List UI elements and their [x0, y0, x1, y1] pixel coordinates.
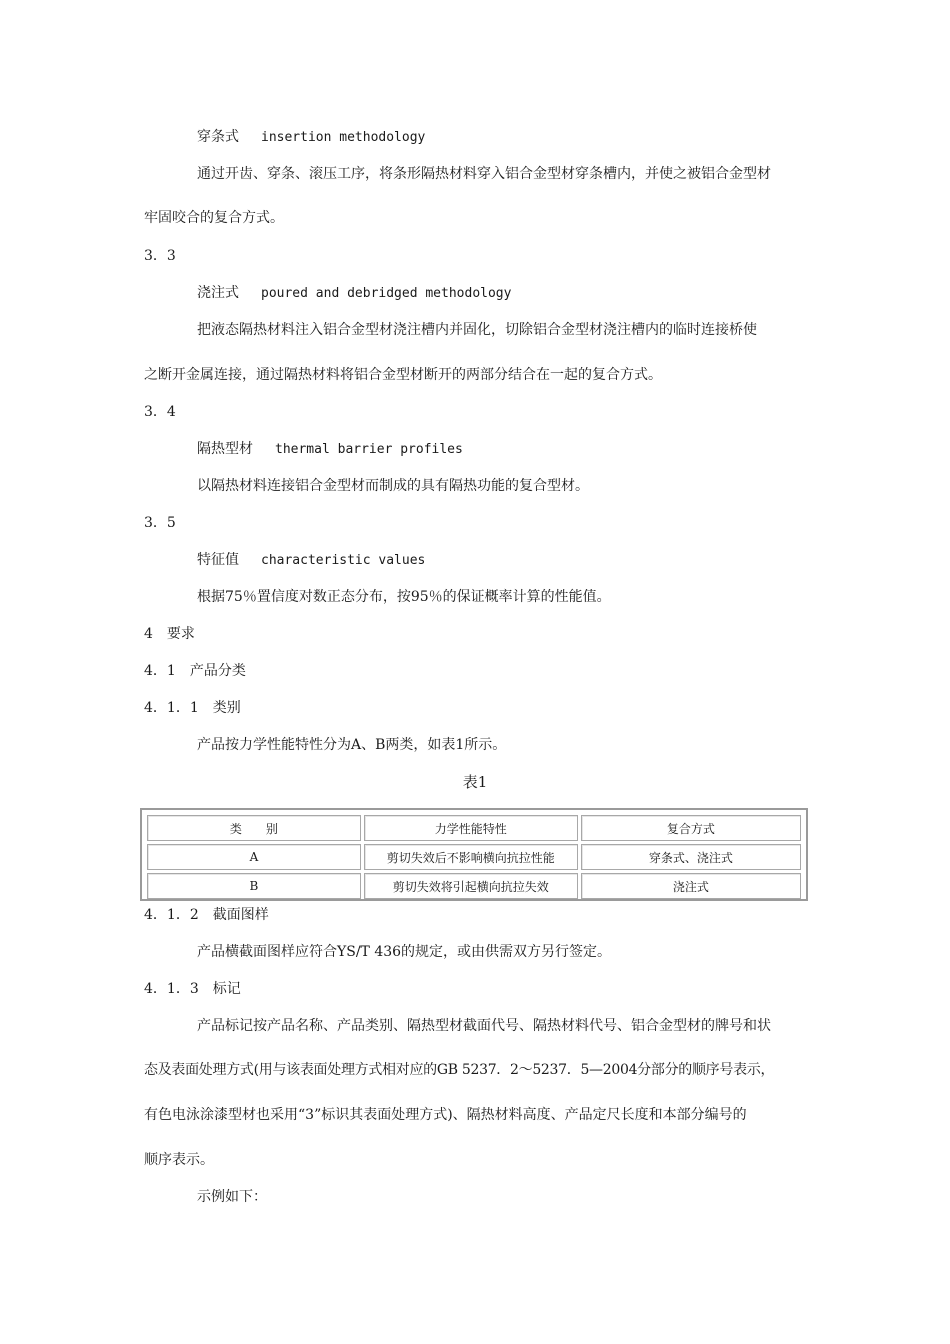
section-number: 3．5 [144, 515, 176, 531]
paragraph-line: 根据75％置信度对数正态分布，按95％的保证概率计算的性能值。 [197, 589, 611, 605]
section-heading: 4 要求 [144, 626, 195, 642]
term-zh: 特征值 [197, 552, 239, 568]
table-cell: 浇注式 [581, 873, 801, 899]
paragraph-line: 把液态隔热材料注入铝合金型材浇注槽内并固化，切除铝合金型材浇注槽内的临时连接桥使 [197, 322, 757, 338]
table-cell: 穿条式、浇注式 [581, 844, 801, 870]
table-cell: A [147, 844, 361, 870]
paragraph-line: 之断开金属连接，通过隔热材料将铝合金型材断开的两部分结合在一起的复合方式。 [144, 367, 662, 383]
table-header-cell: 类 别 [147, 815, 361, 841]
term-en: poured and debridged methodology [261, 286, 512, 301]
section-number: 3．3 [144, 248, 176, 264]
term-poured [197, 284, 817, 303]
paragraph-line: 产品按力学性能特性分为A、B两类，如表1所示。 [197, 737, 507, 753]
table-header-cell: 复合方式 [581, 815, 801, 841]
table-caption: 表1 [462, 773, 488, 791]
paragraph-line: 示例如下： [197, 1189, 267, 1205]
table-cell: 剪切失效将引起横向抗拉失效 [364, 873, 578, 899]
table-header-cell: 力学性能特性 [364, 815, 578, 841]
term-en: insertion methodology [261, 130, 426, 145]
term-thermal-barrier [197, 440, 817, 459]
term-characteristic [197, 551, 817, 570]
paragraph-line: 顺序表示。 [144, 1152, 214, 1168]
section-heading: 4．1．2 截面图样 [144, 907, 269, 923]
table-row [147, 873, 801, 899]
paragraph-line: 态及表面处理方式(用与该表面处理方式相对应的GB 5237．2～5237．5—2004分部分的顺序号表示， [144, 1062, 775, 1078]
table-cell: B [147, 873, 361, 899]
term-insertion [197, 128, 817, 147]
paragraph-line: 有色电泳涂漆型材也采用“3”标识其表面处理方式)、隔热材料高度、产品定尺长度和本部分编号的 [144, 1107, 747, 1123]
classification-table [140, 808, 808, 901]
table-row [147, 844, 801, 870]
term-zh: 浇注式 [197, 285, 239, 301]
paragraph-line: 牢固咬合的复合方式。 [144, 210, 284, 226]
term-zh: 穿条式 [197, 129, 239, 145]
table-header-row [147, 815, 801, 841]
section-number: 3．4 [144, 404, 176, 420]
section-heading: 4．1 产品分类 [144, 663, 246, 679]
table-cell: 剪切失效后不影响横向抗拉性能 [364, 844, 578, 870]
paragraph-line: 产品横截面图样应符合YS/T 436的规定，或由供需双方另行签定。 [197, 944, 612, 960]
paragraph-line: 通过开齿、穿条、滚压工序，将条形隔热材料穿入铝合金型材穿条槽内，并使之被铝合金型材 [197, 166, 771, 182]
paragraph-line: 以隔热材料连接铝合金型材而制成的具有隔热功能的复合型材。 [197, 478, 589, 494]
term-zh: 隔热型材 [197, 441, 253, 457]
term-en: thermal barrier profiles [275, 442, 463, 457]
section-heading: 4．1．3 标记 [144, 981, 241, 997]
section-heading: 4．1．1 类别 [144, 700, 241, 716]
term-en: characteristic values [261, 553, 426, 568]
paragraph-line: 产品标记按产品名称、产品类别、隔热型材截面代号、隔热材料代号、铝合金型材的牌号和状 [197, 1018, 771, 1034]
